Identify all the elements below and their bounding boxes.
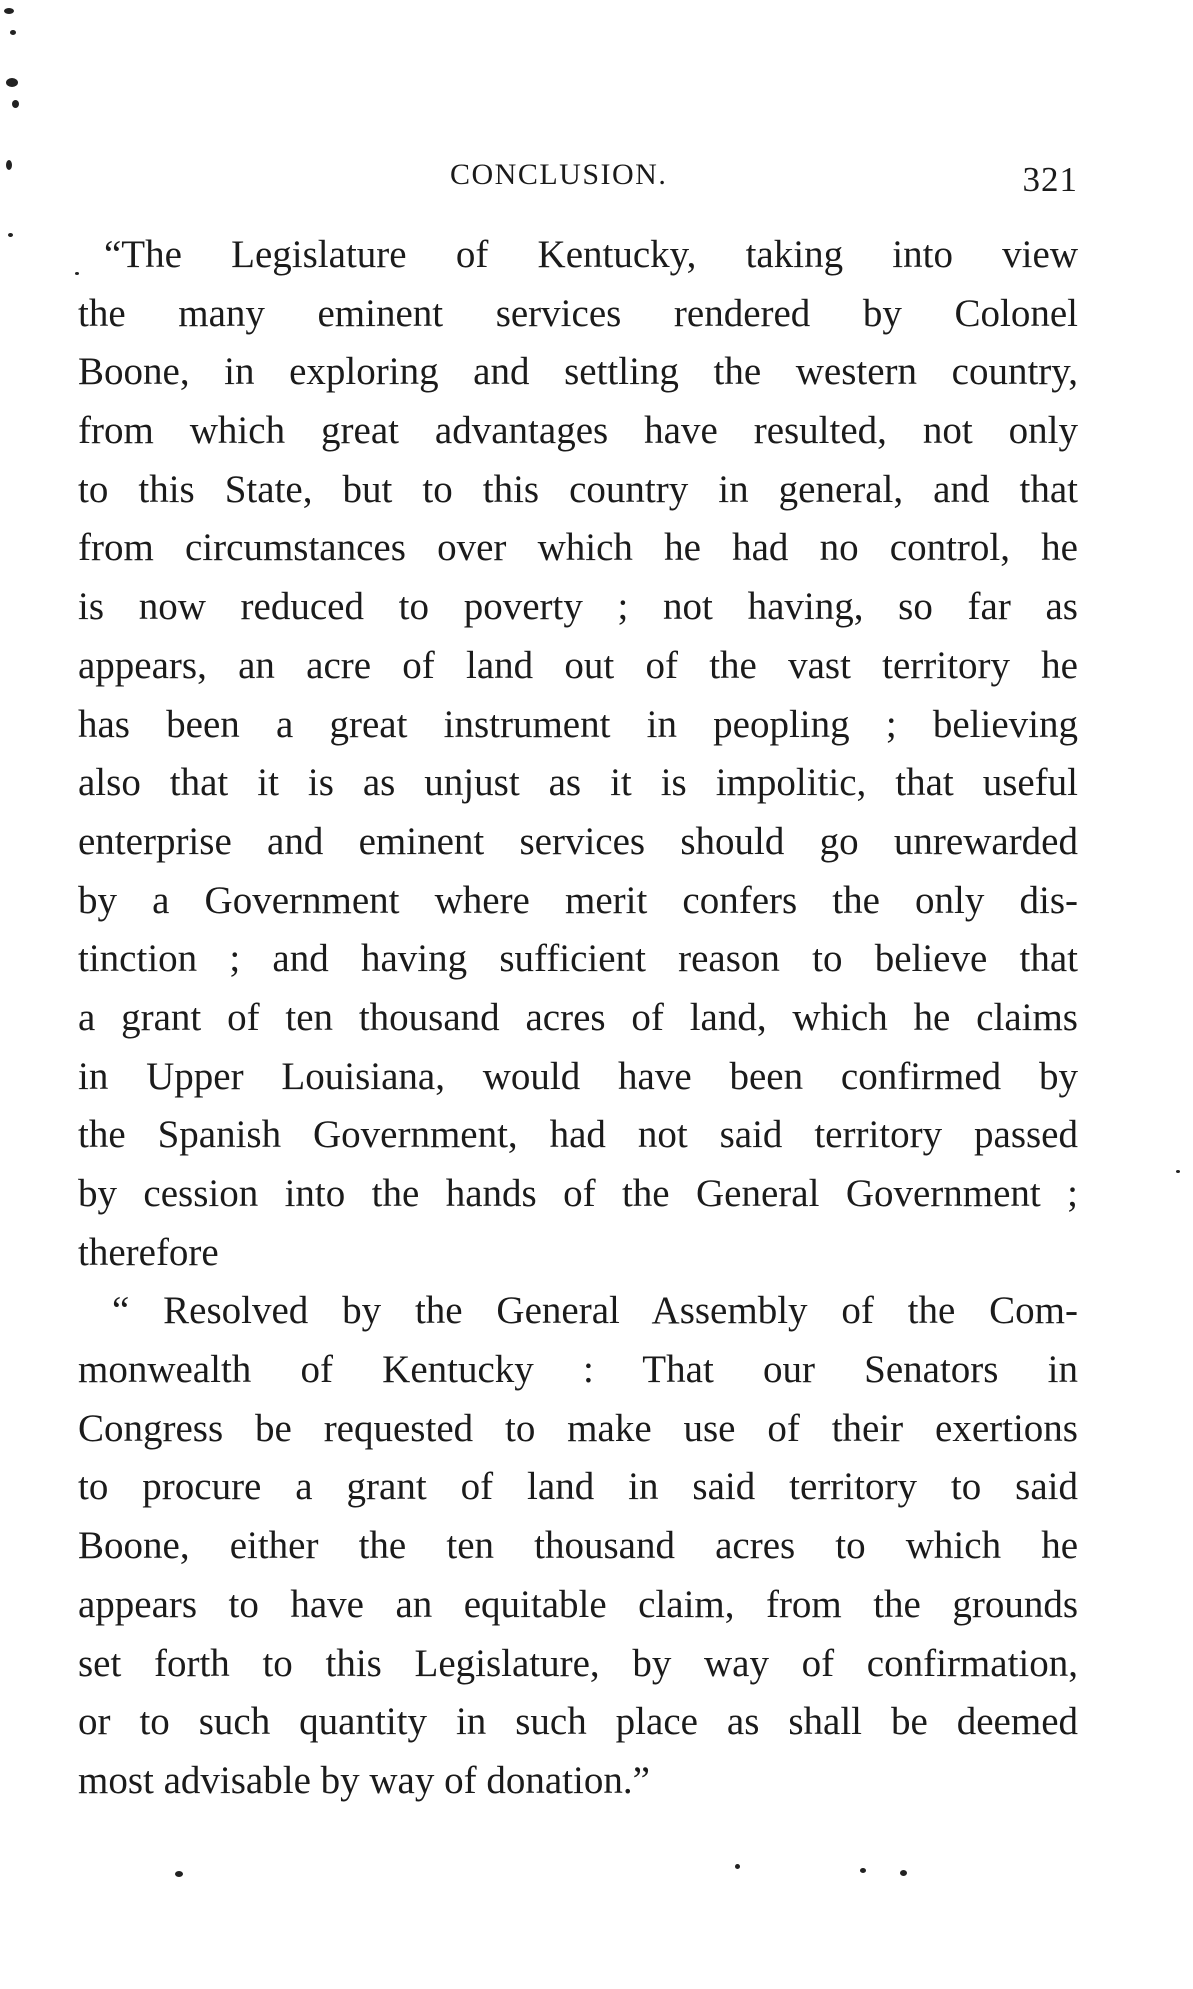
text-line: from which great advantages have resulted, not only <box>78 409 1078 453</box>
text-line: by a Government where merit confers the only dis- <box>78 878 1078 922</box>
text-line: to this State, but to this country in general, and that <box>78 467 1078 511</box>
text-line: monwealth of Kentucky : That our Senators in <box>78 1348 1078 1392</box>
scan-speck <box>8 233 13 237</box>
page-number: 321 <box>1022 160 1078 199</box>
text-line: tinction ; and having sufficient reason to believe that <box>78 937 1078 981</box>
scan-speck <box>175 1871 183 1877</box>
text-line: has been a great instrument in peopling ; believing <box>78 702 1078 746</box>
paragraph-resolution-preamble <box>78 226 1078 1282</box>
running-title: CONCLUSION. <box>450 158 668 191</box>
scan-speck <box>735 1864 740 1869</box>
text-line: therefore <box>78 1230 219 1274</box>
text-line: appears, an acre of land out of the vast territory he <box>78 643 1078 687</box>
scan-speck <box>900 1870 907 1876</box>
paragraph-resolution <box>78 1282 1078 1810</box>
text-line: the many eminent services rendered by Colonel <box>78 291 1078 335</box>
text-line: also that it is as unjust as it is impolitic, that useful <box>78 761 1078 805</box>
scan-speck <box>1176 1170 1180 1173</box>
text-line: Congress be requested to make use of their exertions <box>78 1406 1078 1450</box>
text-line: in Upper Louisiana, would have been confirmed by <box>78 1054 1078 1098</box>
scan-speck <box>10 30 16 35</box>
scan-speck <box>860 1868 866 1873</box>
text-line: is now reduced to poverty ; not having, so far as <box>78 585 1078 629</box>
text-line: most advisable by way of donation.” <box>78 1758 650 1802</box>
text-line: Boone, in exploring and settling the western country, <box>78 350 1078 394</box>
text-line: set forth to this Legislature, by way of confirmation, <box>78 1641 1078 1685</box>
text-line: “ Resolved by the General Assembly of the Com- <box>112 1289 1078 1333</box>
scan-speck <box>4 8 14 14</box>
text-line: the Spanish Government, had not said territory passed <box>78 1113 1078 1157</box>
text-line: “The Legislature of Kentucky, taking into view <box>104 233 1078 276</box>
text-line: to procure a grant of land in said territory to said <box>78 1465 1078 1509</box>
text-line: a grant of ten thousand acres of land, which he claims <box>78 995 1078 1039</box>
text-line: appears to have an equitable claim, from the grounds <box>78 1582 1078 1626</box>
running-head <box>78 158 1078 208</box>
text-line: Boone, either the ten thousand acres to which he <box>78 1524 1078 1568</box>
scan-speck <box>75 272 79 275</box>
scan-speck <box>6 160 12 170</box>
body-text <box>78 226 1078 1811</box>
text-line: enterprise and eminent services should go unrewarded <box>78 819 1078 863</box>
text-line: from circumstances over which he had no control, he <box>78 526 1078 570</box>
text-line: by cession into the hands of the General Government ; <box>78 1172 1078 1215</box>
scan-speck <box>6 78 18 87</box>
text-line: or to such quantity in such place as shall be deemed <box>78 1700 1078 1744</box>
scan-speck <box>12 100 19 108</box>
